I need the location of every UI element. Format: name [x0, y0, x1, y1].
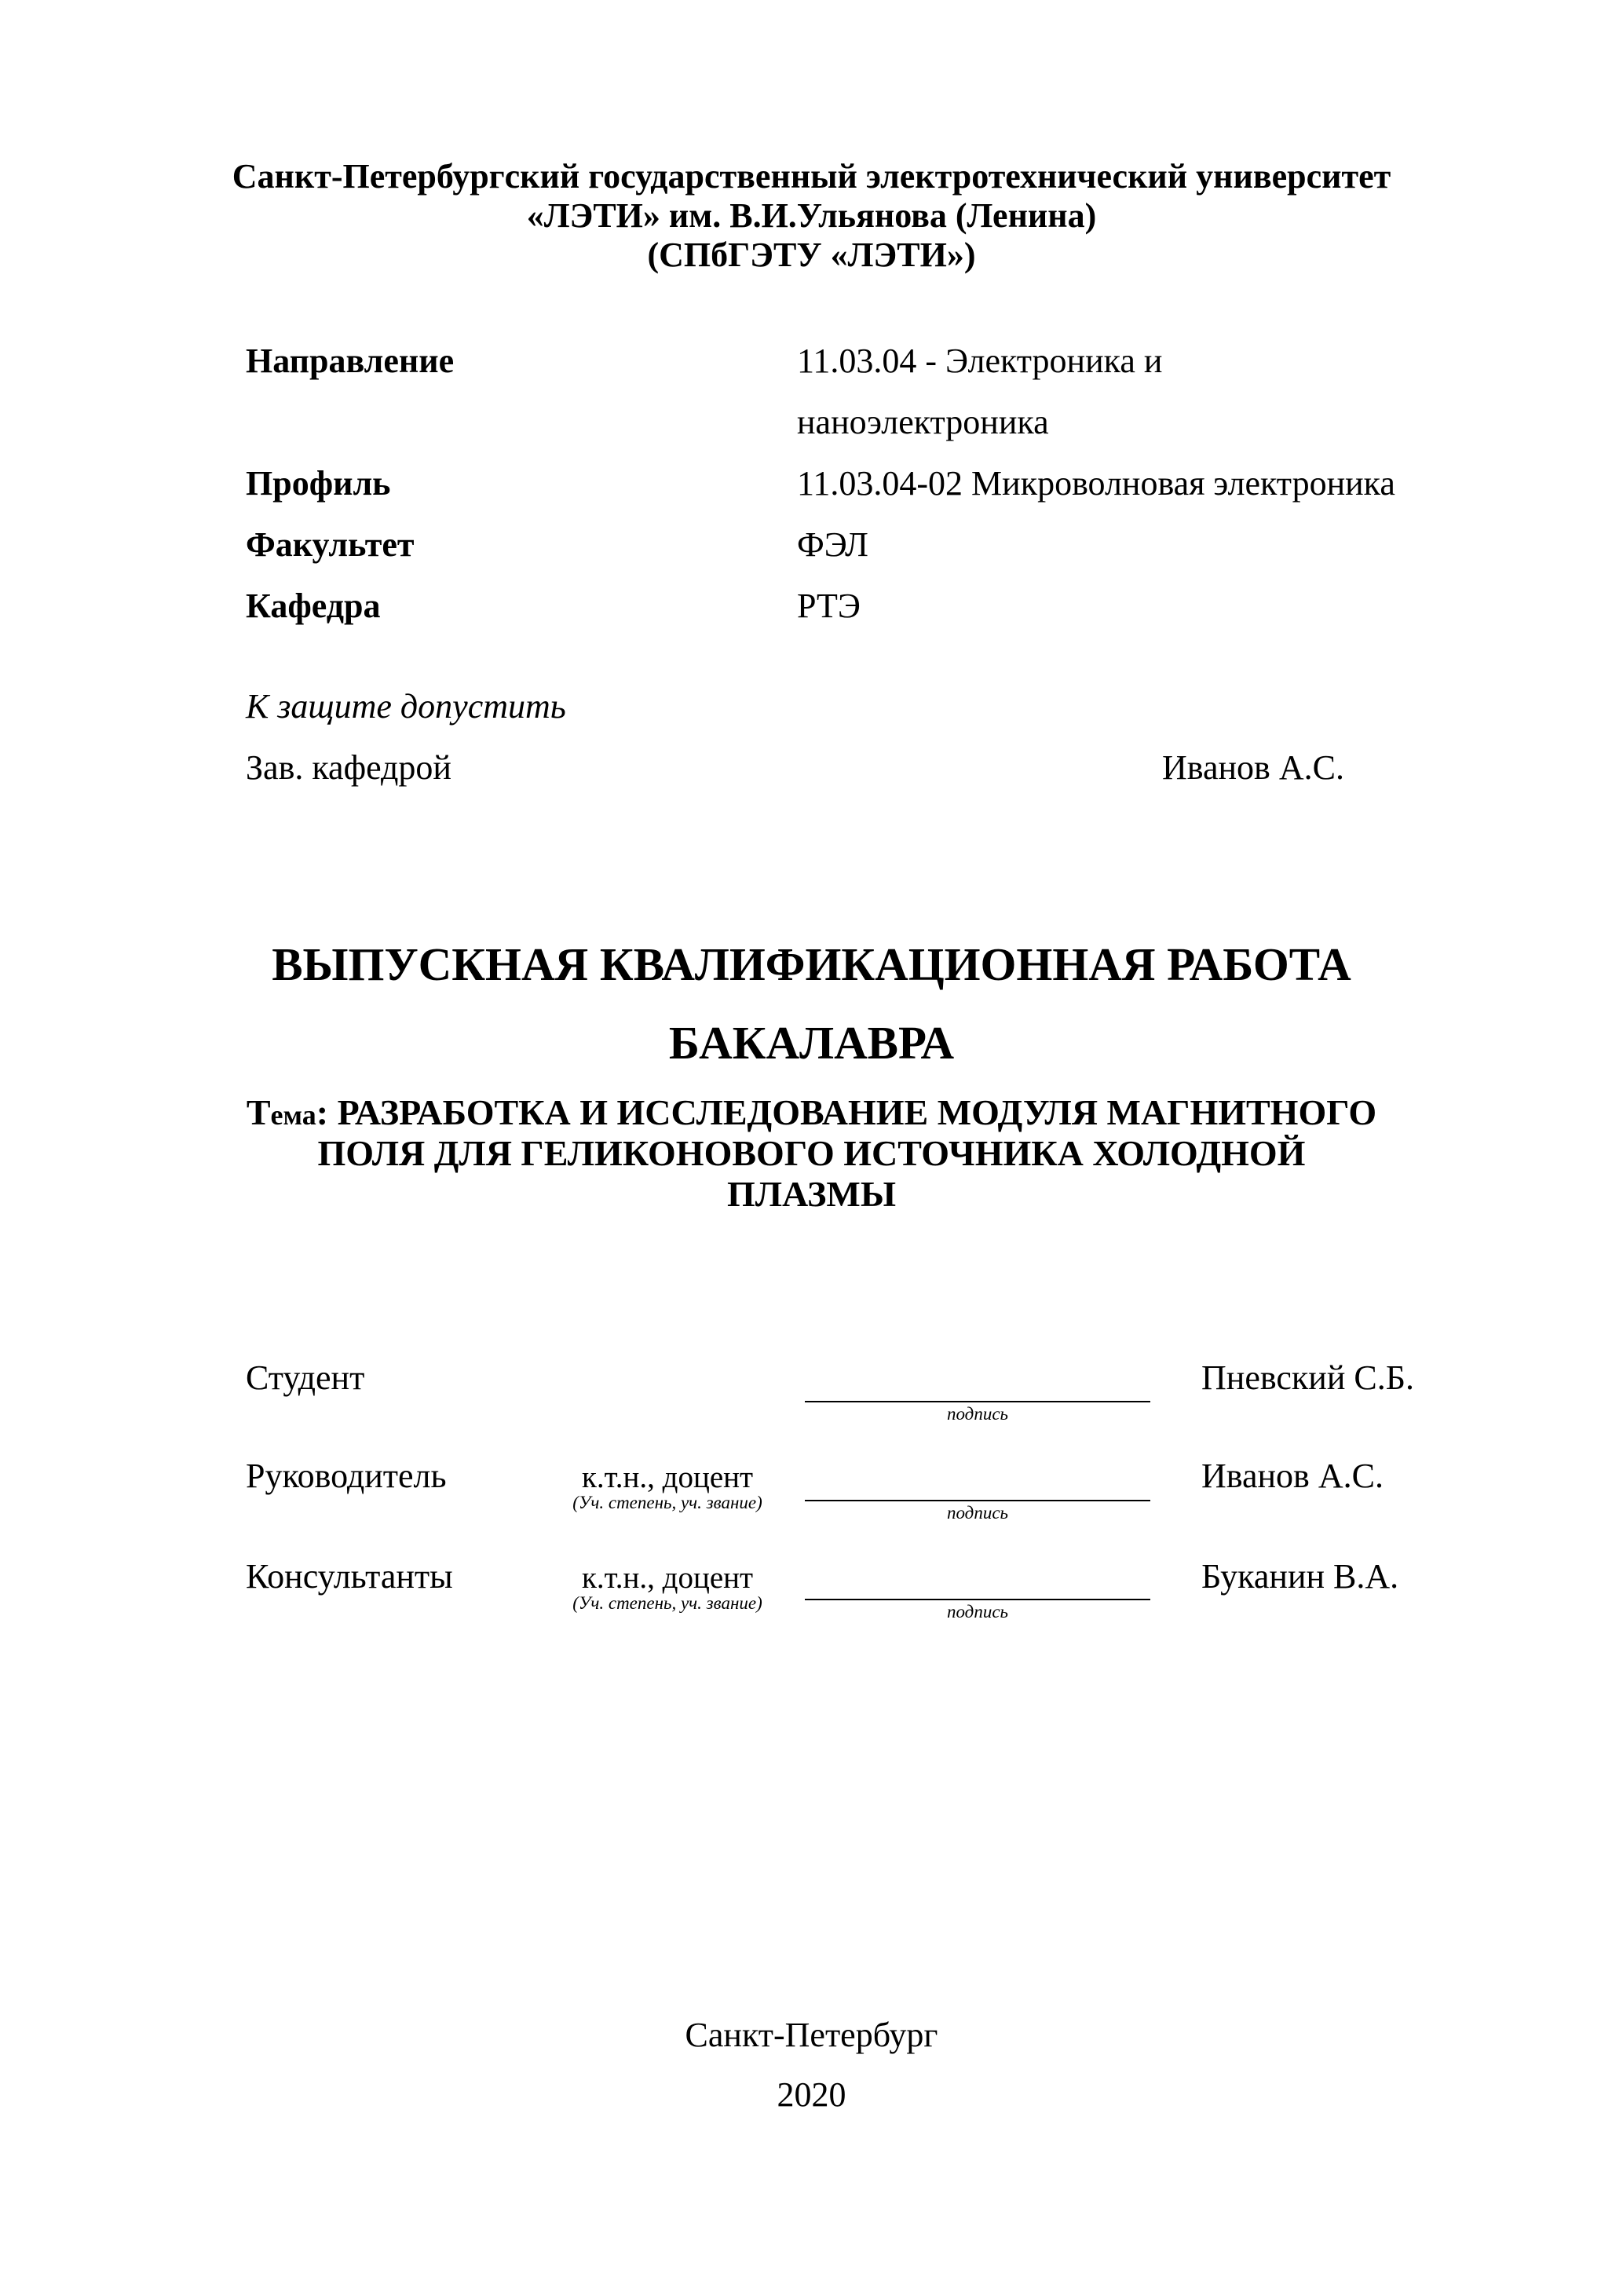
admission-label: К защите допустить — [246, 687, 566, 726]
direction-value-line1: 11.03.04 - Электроника и — [797, 342, 1163, 380]
head-of-department-name: Иванов А.С. — [1162, 748, 1344, 787]
direction-value-line2: наноэлектроника — [797, 403, 1049, 441]
direction-label: Направление — [246, 342, 455, 380]
department-label: Кафедра — [246, 587, 381, 625]
profile-label: Профиль — [246, 464, 391, 503]
consultant-degree-note: (Уч. степень, уч. звание) — [572, 1593, 762, 1613]
student-signature-line — [805, 1401, 1150, 1402]
topic-prefix-rest: ема — [270, 1099, 316, 1131]
consultant-signature-line — [805, 1599, 1150, 1600]
department-value: РТЭ — [797, 587, 861, 625]
consultants-role: Консультанты — [246, 1557, 453, 1596]
supervisor-signature-line — [805, 1500, 1150, 1501]
consultant-degree: к.т.н., доцент — [581, 1561, 754, 1595]
university-abbreviation: (СПбГЭТУ «ЛЭТИ») — [647, 236, 976, 274]
supervisor-signature-note: подпись — [946, 1503, 1008, 1523]
supervisor-degree-note: (Уч. степень, уч. звание) — [572, 1493, 762, 1512]
student-signature-note: подпись — [946, 1404, 1008, 1424]
head-of-department-role: Зав. кафедрой — [246, 748, 451, 787]
supervisor-degree: к.т.н., доцент — [581, 1461, 754, 1494]
document-title-line1: ВЫПУСКНАЯ КВАЛИФИКАЦИОННАЯ РАБОТА — [272, 938, 1351, 990]
topic-text-line1: РАЗРАБОТКА И ИССЛЕДОВАНИЕ МОДУЛЯ МАГНИТНОГО — [337, 1092, 1377, 1132]
topic-line1 — [157, 1092, 1466, 1135]
footer-city: Санкт-Петербург — [685, 2016, 938, 2054]
consultant-name: Буканин В.А. — [1201, 1557, 1399, 1596]
topic-line2: ПОЛЯ ДЛЯ ГЕЛИКОНОВОГО ИСТОЧНИКА ХОЛОДНОЙ — [317, 1133, 1306, 1173]
topic-prefix-first: Т — [246, 1092, 271, 1132]
topic-prefix-colon: : — [316, 1092, 329, 1132]
profile-value: 11.03.04-02 Микроволновая электроника — [797, 464, 1395, 503]
university-name-line2: «ЛЭТИ» им. В.И.Ульянова (Ленина) — [526, 196, 1097, 235]
document-title-line2: БАКАЛАВРА — [668, 1017, 955, 1069]
faculty-value: ФЭЛ — [797, 525, 868, 564]
footer-year: 2020 — [777, 2075, 846, 2114]
supervisor-name: Иванов А.С. — [1201, 1457, 1384, 1495]
consultant-signature-note: подпись — [946, 1602, 1008, 1621]
topic-line3: ПЛАЗМЫ — [727, 1174, 896, 1214]
student-name: Пневский С.Б. — [1201, 1358, 1414, 1397]
faculty-label: Факультет — [246, 525, 415, 564]
university-name-line1: Санкт-Петербургский государственный электротехнический университет — [232, 157, 1391, 196]
supervisor-role: Руководитель — [246, 1457, 447, 1495]
student-role: Студент — [246, 1358, 365, 1397]
